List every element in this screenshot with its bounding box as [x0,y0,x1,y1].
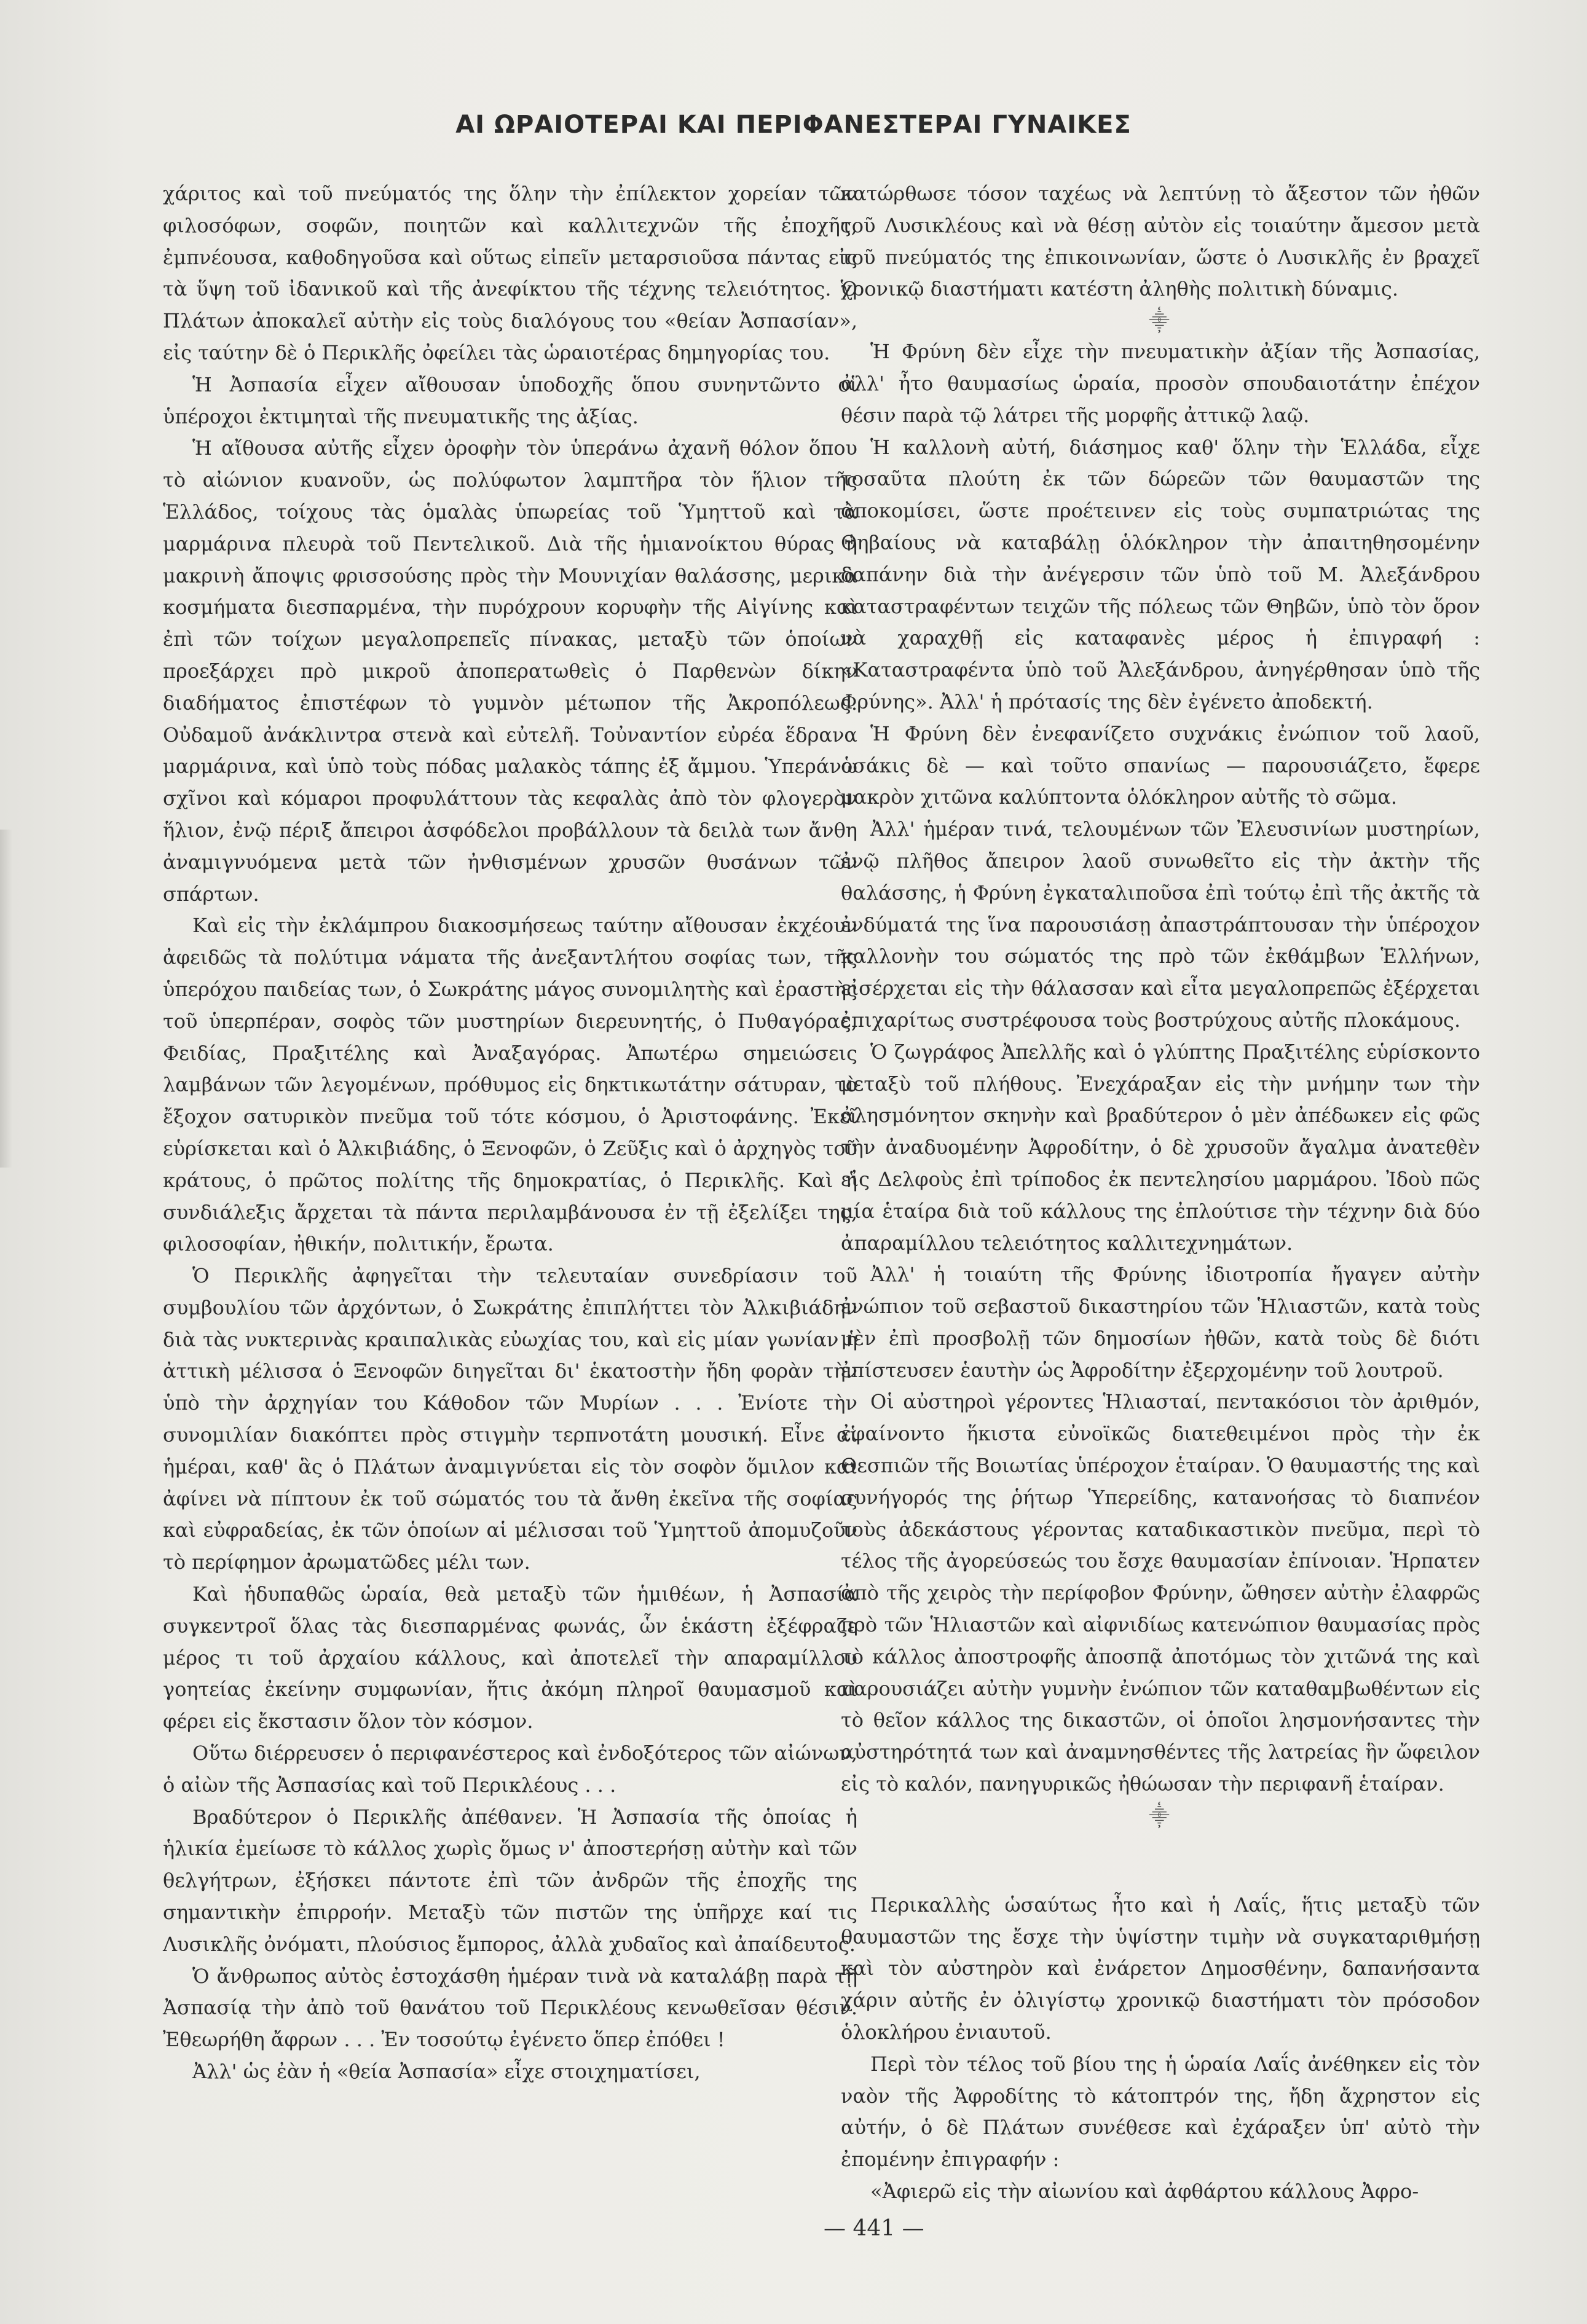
running-header: ΑΙ ΩΡΑΙΟΤΕΡΑΙ ΚΑΙ ΠΕΡΙΦΑΝΕΣΤΕΡΑΙ ΓΥΝΑΙΚΕΣ [455,111,1132,139]
paragraph: Ἀλλ' ὡς ἐὰν ἡ «θεία Ἀσπασία» εἶχε στοιχηματίσει, [192,2060,701,2084]
page-number: — 441 — [824,2216,924,2241]
paragraph: Ἡ Φρύνη δὲν εἶχε τὴν πνευματικὴν ἀξίαν τῆς Ἀσπασίας, ἀλλ' ἦτο θαυμασίως ὡραία, προσὸν σπουδαιοτάτην ἐπέχον θέσιν παρὰ τῷ λάτρει τῆς μορφῆς ἀττικῷ λαῷ. [841,340,1480,427]
paragraph: Ἀλλ' ἡ τοιαύτη τῆς Φρύνης ἰδιοτροπία ἤγαγεν αὐτὴν ἐνώπιον τοῦ σεβαστοῦ δικαστηρίου τῶν Ἡλιαστῶν, κατὰ τοὺς μὲν ἐπὶ προσβολῇ τῶν δημοσίων ἠθῶν, κατὰ τοὺς δὲ διότι ἐπίστευσεν ἑαυτὴν ὡς Ἀφροδίτην ἐξερχομένην τοῦ λουτροῦ. [841,1263,1480,1382]
paragraph: Ἡ Ἀσπασία εἶχεν αἴθουσαν ὑποδοχῆς ὅπου συνηντῶντο οἱ ὑπέροχοι ἐκτιμηταὶ τῆς πνευματικῆς της ἀξίας. [163,372,857,428]
paragraph: Περὶ τὸν τέλος τοῦ βίου της ἡ ὡραία Λαΐς ἀνέθηκεν εἰς τὸν ναὸν τῆς Ἀφροδίτης τὸ κάτοπτρόν της, ἤδη ἄχρηστον εἰς αὐτήν, ὁ δὲ Πλάτων συνέθεσε καὶ ἐχάραξεν ὑπ' αὐτὸ τὴν ἐπομένην ἐπιγραφήν : [841,2052,1480,2172]
paragraph: Ὁ ἄνθρωπος αὐτὸς ἐστοχάσθη ἡμέραν τινὰ νὰ καταλάβῃ παρὰ τῇ Ἀσπασίᾳ τὴν ἀπὸ τοῦ θανάτου τοῦ Περικλέους κενωθεῖσαν θέσιν. Ἐθεωρήθη ἄφρων . . . Ἐν τοσούτῳ ἐγένετο ὅπερ ἐπόθει ! [163,1964,857,2052]
paragraph: Καὶ εἰς τὴν ἐκλάμπρου διακοσμήσεως ταύτην αἴθουσαν ἐκχέουν ἀφειδῶς τὰ πολύτιμα νάματα τῆς ἀνεξαντλήτου σοφίας των, τῆς ὑπερόχου παιδείας των, ὁ Σωκράτης μάγος συνομιλητὴς καὶ ἐραστὴς τοῦ ὑπερπέραν, σοφὸς τῶν μυστηρίων διερευνητής, ὁ Πυθαγόρας, Φειδίας, Πραξιτέλης καὶ Ἀναξαγόρας. Ἀπωτέρω σημειώσεις λαμβάνων τῶν λεγομένων, πρόθυμος εἰς δηκτικωτάτην σάτυραν, τὸ ἔξοχον σατυρικὸν πνεῦμα τοῦ τότε κόσμου, ὁ Ἀριστοφάνης. Ἐκεῖ εὑρίσκεται καὶ ὁ Ἀλκιβιάδης, ὁ Ξενοφῶν, ὁ Ζεῦξις καὶ ὁ ἀρχηγὸς τοῦ κράτους, ὁ πρῶτος πολίτης τῆς δημοκρατίας, ὁ Περικλῆς. Καὶ ἡ συνδιάλεξις ἄρχεται τὰ πάντα περιλαμβάνουσα ἐν τῇ ἐξελίξει της, φιλοσοφίαν, ἠθικήν, πολιτικήν, ἔρωτα. [163,914,857,1256]
left-column [163,178,857,2088]
section-ornament: ⸎ [1149,309,1172,333]
paragraph: Καὶ ἡδυπαθῶς ὡραία, θεὰ μεταξὺ τῶν ἡμιθέων, ἡ Ἀσπασία συγκεντροῖ ὅλας τὰς διεσπαρμένας φωνάς, ὧν ἑκάστη ἐξέφραζε μέρος τι τοῦ ἀρχαίου κάλλους, καὶ ἀποτελεῖ τὴν απαραμίλλου γοητείας ἐκείνην συμφωνίαν, ἥτις ἀκόμη πληροῖ θαυμασμοῦ καὶ φέρει εἰς ἔκστασιν ὅλον τὸν κόσμον. [163,1582,857,1733]
paragraph: Ὁ ζωγράφος Ἀπελλῆς καὶ ὁ γλύπτης Πραξιτέλης εὑρίσκοντο μεταξὺ τοῦ πλήθους. Ἐνεχάραξαν εἰς τὴν μνήμην των τὴν ἀλησμόνητον σκηνὴν καὶ βραδύτερον ὁ μὲν ἀπέδωκεν εἰς φῶς τὴν ἀναδυομένην Ἀφροδίτην, ὁ δὲ χρυσοῦν ἄγαλμα ἀνατεθὲν εἰς Δελφοὺς ἐπὶ τρίποδος ἐκ πεντελησίου μαρμάρου. Ἰδοὺ πῶς μία ἑταίρα διὰ τοῦ κάλλους της ἐπλούτισε τὴν τέχνην διὰ δύο ἀπαραμίλλου τελειότητος καλλιτεχνημάτων. [841,1040,1480,1255]
paragraph: Ὁ Περικλῆς ἀφηγεῖται τὴν τελευταίαν συνεδρίασιν τοῦ συμβουλίου τῶν ἀρχόντων, ὁ Σωκράτης ἐπιπλήττει τὸν Ἀλκιβιάδην διὰ τὰς νυκτερινὰς κραιπαλικὰς εὐωχίας του, καὶ εἰς μίαν γωνίαν ἡ ἀττικὴ μέλισσα ὁ Ξενοφῶν διηγεῖται δι' ἑκατοστὴν ἤδη φορὰν τὴν ὑπὸ τὴν ἀρχηγίαν του Κάθοδον τῶν Μυρίων . . . Ἐνίοτε τὴν συνομιλίαν διακόπτει πρὸς στιγμὴν τερπνοτάτη μουσική. Εἶνε αἱ ἡμέραι, καθ' ἃς ὁ Πλάτων ἀναμιγνύεται εἰς τὸν σοφὸν ὅμιλον καὶ ἀφίνει νὰ πίπτουν ἐκ τοῦ σώματός του τὰ ἄνθη ἐκεῖνα τῆς σοφίας καὶ εὐφραδείας, ἐκ τῶν ὁποίων αἱ μέλισσαι τοῦ Ὑμηττοῦ ἀπομυζοῦν τὸ περίφημον ἀρωματῶδες μέλι των. [163,1264,857,1574]
paragraph: Ἡ αἴθουσα αὐτῆς εἶχεν ὀροφὴν τὸν ὑπεράνω ἀχανῆ θόλον ὅπου τὸ αἰώνιον κυανοῦν, ὡς πολύφωτον λαμπτῆρα τὸν ἥλιον τῆς Ἑλλάδος, τοίχους τὰς ὁμαλὰς ὑπωρείας τοῦ Ὑμηττοῦ καὶ τὰ μαρμάρινα πλευρὰ τοῦ Πεντελικοῦ. Διὰ τῆς ἡμιανοίκτου θύρας ἡ μακρινὴ ἄποψις φρισσούσης πρὸς τὴν Μουνιχίαν θαλάσσης, μερικὰ κοσμήματα διεσπαρμένα, τὴν πυρόχρουν κορυφὴν τῆς Αἰγίνης καὶ ἐπὶ τῶν τοίχων μεγαλοπρεπεῖς πίνακας, μεταξὺ τῶν ὁποίων προεξάρχει πρὸ μικροῦ ἀποπερατωθεὶς ὁ Παρθενὼν δίκην διαδήματος ἐπιστέφων τὸ γυμνὸν μέτωπον τῆς Ἀκροπόλεως. Οὐδαμοῦ ἀνάκλιντρα στενὰ καὶ εὐτελῆ. Τοὐναντίον εὐρέα ἕδρανα μαρμάρινα, καὶ ὑπὸ τοὺς πόδας μαλακὸς τάπης ἐξ ἄμμου. Ὑπεράνω σχῖνοι καὶ κόμαροι προφυλάττουν τὰς κεφαλὰς ἀπὸ τὸν φλογερὸν ἥλιον, ἐνῷ πέριξ ἄπειροι ἀσφόδελοι προβάλλουν τὰ δειλὰ των ἄνθη ἀναμιγνυόμενα μετὰ τῶν ἠνθισμένων χρυσῶν θυσάνων τῶν σπάρτων. [163,436,857,906]
page-shadow [0,830,12,1168]
paragraph: Ἡ καλλονὴ αὐτή, διάσημος καθ' ὅλην τὴν Ἑλλάδα, εἶχε τοσαῦτα πλούτη ἐκ τῶν δώρεῶν τῶν θαυμαστῶν της ἀποκομίσει, ὥστε προέτεινεν εἰς τοὺς συμπατριώτας της Θηβαίους νὰ καταβάλῃ ὁλόκληρον τὴν ἀπαιτηθησομένην δαπάνην διὰ τὴν ἀνέγερσιν τῶν ὑπὸ τοῦ Μ. Ἀλεξάνδρου καταστραφέντων τειχῶν τῆς πόλεως τῶν Θηβῶν, ὑπὸ τὸν ὅρον νὰ χαραχθῇ εἰς καταφανὲς μέρος ἡ ἐπιγραφή : «Καταστραφέντα ὑπὸ τοῦ Ἀλεξάνδρου, ἀνηγέρθησαν ὑπὸ τῆς Φρύνης». Ἀλλ' ἡ πρότασίς της δὲν ἐγένετο ἀποδεκτή. [841,435,1480,713]
paragraph: Οἱ αὐστηροὶ γέροντες Ἡλιασταί, πεντακόσιοι τὸν ἀριθμόν, ἐφαίνοντο ἥκιστα εὐνοϊκῶς διατεθειμένοι πρὸς τὴν ἐκ Θεσπιῶν τῆς Βοιωτίας ὑπέροχον ἑταίραν. Ὁ θαυμαστής της καὶ συνήγορός της ῥήτωρ Ὑπερείδης, κατανοήσας τὸ διαπνέον τοὺς ἀδεκάστους γέροντας καταδικαστικὸν πνεῦμα, περὶ τὸ τέλος τῆς ἀγορεύσεώς του ἔσχε θαυμασίαν ἐπίνοιαν. Ἡρπατεν ἀπὸ τῆς χειρὸς τὴν περίφοβον Φρύνην, ὤθησεν αὐτὴν ἐλαφρῶς πρὸ τῶν Ἡλιαστῶν καὶ αἰφνιδίως κατενώπιον θαυμασίας πρὸς τὸ κάλλος ἀποστροφῆς ἀποσπᾷ ἀποτόμως τὸν χιτῶνά της καὶ παρουσιάζει αὐτὴν γυμνὴν ἐνώπιον τῶν καταθαμβωθέντων εἰς τὸ θεῖον κάλλος της δικαστῶν, οἱ ὁποῖοι λησμονήσαντες τὴν αὐστηρότητά των καὶ ἀναμνησθέντες τῆς λατρείας ἣν ὤφειλον εἰς τὸ καλόν, πανηγυρικῶς ἠθώωσαν τὴν περιφανῆ ἑταίραν. [841,1390,1480,1796]
paragraph: Ἡ Φρύνη δὲν ἐνεφανίζετο συχνάκις ἐνώπιον τοῦ λαοῦ, ὁσάκις δὲ — καὶ τοῦτο σπανίως — παρουσιάζετο, ἔφερε μακρὸν χιτῶνα καλύπτοντα ὁλόκληρον αὐτῆς τὸ σῶμα. [841,721,1480,809]
paragraph: χάριτος καὶ τοῦ πνεύματός της ὅλην τὴν ἐπίλεκτον χορείαν τῶν φιλοσόφων, σοφῶν, ποιητῶν καὶ καλλιτεχνῶν τῆς ἐποχῆς, ἐμπνέουσα, καθοδηγοῦσα καὶ οὕτως εἰπεῖν μεταρσιοῦσα πάντας εἰς τὰ ὕψη τοῦ ἰδανικοῦ καὶ τῆς ἀνεφίκτου τῆς τέχνης τελειότητος. Ὁ Πλάτων ἀποκαλεῖ αὐτὴν εἰς τοὺς διαλόγους του «θείαν Ἀσπασίαν», εἰς ταύτην δὲ ὁ Περικλῆς ὀφείλει τὰς ὡραιοτέρας δημηγορίας του. [163,182,857,364]
paragraph: Περικαλλὴς ὡσαύτως ἦτο καὶ ἡ Λαΐς, ἥτις μεταξὺ τῶν θαυμαστῶν της ἔσχε τὴν ὑψίστην τιμὴν νὰ συγκαταριθμήσῃ καὶ τὸν αὐστηρὸν καὶ ἐνάρετον Δημοσθένην, δαπανήσαντα χάριν αὐτῆς ἐν ὀλιγίστῳ χρονικῷ διαστήματι τὸν πρόσοδον ὁλοκλήρου ἐνιαυτοῦ. [841,1893,1480,2044]
right-column [841,178,1480,2208]
spacer [841,1831,1480,1890]
paragraph: Οὕτω διέρρευσεν ὁ περιφανέστερος καὶ ἐνδοξότερος τῶν αἰώνων, ὁ αἰὼν τῆς Ἀσπασίας καὶ τοῦ Περικλέους . . . [163,1741,857,1797]
section-ornament: ⸎ [1149,1804,1172,1827]
paragraph: κατώρθωσε τόσον ταχέως νὰ λεπτύνῃ τὸ ἄξεστον τῶν ἠθῶν τοῦ Λυσικλέους καὶ νὰ θέσῃ αὐτὸν εἰς τοιαύτην ἄμεσον μετὰ τοῦ πνεύματός της ἐπικοινωνίαν, ὥστε ὁ Λυσικλῆς ἐν βραχεῖ χρονικῷ διαστήματι κατέστη ἀληθὴς πολιτικὴ δύναμις. [841,182,1480,301]
paragraph: Ἀλλ' ἡμέραν τινά, τελουμένων τῶν Ἐλευσινίων μυστηρίων, ἐνῷ πλῆθος ἄπειρον λαοῦ συνωθεῖτο εἰς τὴν ἀκτὴν τῆς θαλάσσης, ἡ Φρύνη ἐγκαταλιποῦσα ἐπὶ τούτῳ ἐπὶ τῆς ἀκτῆς τὰ ἐνδύματά της ἵνα παρουσιάσῃ ἀπαστράπτουσαν τὴν ὑπέροχον καλλονὴν του σώματός της πρὸ τῶν ἐκθάμβων Ἑλλήνων, εἰσέρχεται εἰς τὴν θάλασσαν καὶ εἶτα μεγαλοπρεπῶς ἐξέρχεται ἐπιχαρίτως συστρέφουσα τοὺς βοστρύχους αὐτῆς πλοκάμους. [841,817,1480,1032]
paragraph: «Ἀφιερῶ εἰς τὴν αἰωνίου καὶ ἀφθάρτου κάλλους Ἀφρο- [870,2180,1419,2204]
paragraph: Βραδύτερον ὁ Περικλῆς ἀπέθανεν. Ἡ Ἀσπασία τῆς ὁποίας ἡ ἡλικία ἐμείωσε τὸ κάλλος χωρὶς ὅμως ν' ἀποστερήσῃ αὐτὴν καὶ τῶν θελγήτρων, ἐξήσκει πάντοτε ἐπὶ τῶν ἀνδρῶν τῆς ἐποχῆς της σημαντικὴν ἐπιρροήν. Μεταξὺ τῶν πιστῶν της ὑπῆρχε καί τις Λυσικλῆς ὀνόματι, πλούσιος ἔμπορος, ἀλλὰ χυδαῖος καὶ ἀπαίδευτος. [163,1805,857,1956]
